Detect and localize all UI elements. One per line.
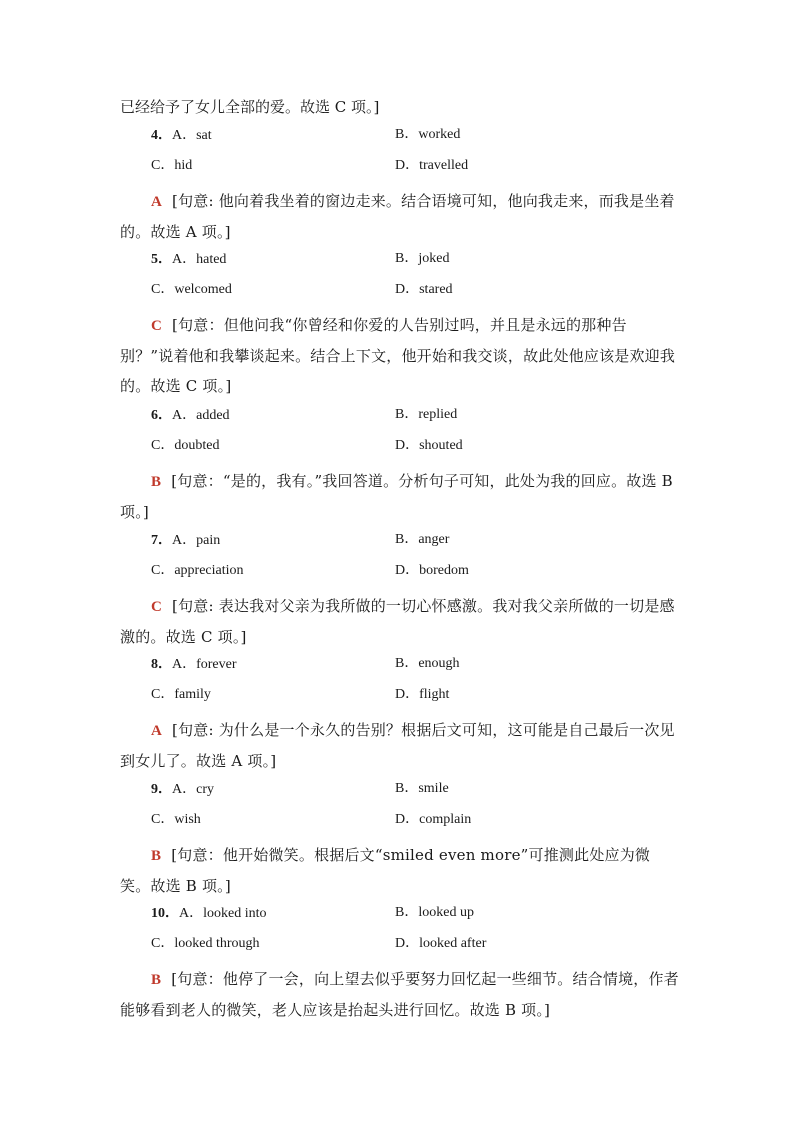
question-number: 4． [151, 128, 172, 143]
answer-letter: B [151, 972, 162, 988]
explanation-text: [句意：“是的，我有。”我回答道。分析句子可知，此处为我的回应。故选 B 项。] [120, 472, 673, 521]
question-9 [120, 778, 680, 901]
options-row-2 [120, 809, 680, 840]
option-c: C．hid [151, 158, 193, 173]
answer-letter: C [151, 318, 163, 334]
option-b: B．enough [395, 656, 460, 671]
option-d: D．complain [395, 812, 472, 827]
option-b: B．smile [395, 781, 449, 796]
option-a [151, 778, 214, 801]
question-number: 7． [151, 533, 172, 548]
option-d: D．looked after [395, 936, 487, 951]
question-6 [120, 404, 680, 527]
option-a-text: A．sat [172, 128, 212, 143]
answer-explanation [120, 840, 680, 901]
option-a-text: A．forever [172, 657, 237, 672]
options-row-2 [120, 279, 680, 310]
option-a [151, 404, 230, 427]
option-c: C．family [151, 687, 211, 702]
option-b: B．worked [395, 127, 461, 142]
question-number: 6． [151, 408, 172, 423]
option-d: D．travelled [395, 158, 469, 173]
option-d: D．flight [395, 687, 450, 702]
explanation-text: [句意: 表达我对父亲为我所做的一切心怀感激。我对我父亲所做的一切是感激的。故选 C 项。] [120, 597, 675, 646]
option-c: C．wish [151, 812, 201, 827]
option-a [151, 529, 220, 552]
answer-explanation [120, 310, 680, 401]
options-row-1 [120, 404, 680, 435]
answer-letter: A [151, 723, 163, 739]
answer-explanation [120, 715, 680, 776]
explanation-text: [句意: 他向着我坐着的窗边走来。结合语境可知，他向我走来，而我是坐着的。故选 A 项。] [120, 192, 675, 241]
options-row-2 [120, 560, 680, 591]
answer-letter: B [151, 848, 162, 864]
option-a [151, 653, 237, 676]
options-row-1 [120, 653, 680, 684]
explanation-text: [句意：他开始微笑。根据后文“smiled even more”可推测此处应为微笑。故选 B 项。] [120, 846, 651, 895]
options-row-1 [120, 248, 680, 279]
intro-text: 已经给予了女儿全部的爱。故选 C 项。] [120, 98, 380, 116]
question-4 [120, 124, 680, 247]
options-row-2 [120, 684, 680, 715]
question-5 [120, 248, 680, 401]
question-7 [120, 529, 680, 652]
option-b: B．joked [395, 251, 450, 266]
options-row-1 [120, 902, 680, 933]
option-a-text: A．pain [172, 533, 221, 548]
answer-explanation [120, 466, 680, 527]
option-d: D．stared [395, 282, 453, 297]
question-number: 8． [151, 657, 172, 672]
option-d: D．boredom [395, 563, 469, 578]
answer-letter: A [151, 194, 163, 210]
option-b: B．looked up [395, 905, 474, 920]
option-b: B．anger [395, 532, 450, 547]
option-a [151, 248, 226, 271]
explanation-text: [句意: 为什么是一个永久的告别？根据后文可知，这可能是自己最后一次见到女儿了。故选 A 项。] [120, 721, 675, 770]
answer-explanation [120, 964, 680, 1025]
question-number: 10． [151, 906, 179, 921]
explanation-text: [句意：但他问我“你曾经和你爱的人告别过吗，并且是永远的那种告别？”说着他和我攀谈起来。结合上下文，他开始和我交谈，故此处他应该是欢迎我的。故选 C 项。] [120, 316, 676, 395]
option-b: B．replied [395, 407, 458, 422]
question-number: 9． [151, 782, 172, 797]
option-c: C．appreciation [151, 563, 244, 578]
option-a-text: A．cry [172, 782, 214, 797]
answer-letter: C [151, 599, 163, 615]
option-c: C．welcomed [151, 282, 232, 297]
option-a-text: A．looked into [179, 906, 267, 921]
question-number: 5． [151, 252, 172, 267]
options-row-2 [120, 155, 680, 186]
option-a-text: A．added [172, 408, 230, 423]
question-8 [120, 653, 680, 776]
option-d: D．shouted [395, 438, 463, 453]
options-row-1 [120, 124, 680, 155]
options-row-2 [120, 435, 680, 466]
options-row-2 [120, 933, 680, 964]
options-row-1 [120, 529, 680, 560]
option-a [151, 902, 267, 925]
explanation-text: [句意：他停了一会，向上望去似乎要努力回忆起一些细节。结合情境，作者能够看到老人的微笑，老人应该是抬起头进行回忆。故选 B 项。] [120, 970, 679, 1019]
answer-explanation [120, 186, 680, 247]
option-a [151, 124, 212, 147]
answer-letter: B [151, 474, 162, 490]
options-row-1 [120, 778, 680, 809]
option-c: C．looked through [151, 936, 260, 951]
question-10 [120, 902, 680, 1025]
option-a-text: A．hated [172, 252, 227, 267]
answer-explanation [120, 591, 680, 652]
option-c: C．doubted [151, 438, 220, 453]
